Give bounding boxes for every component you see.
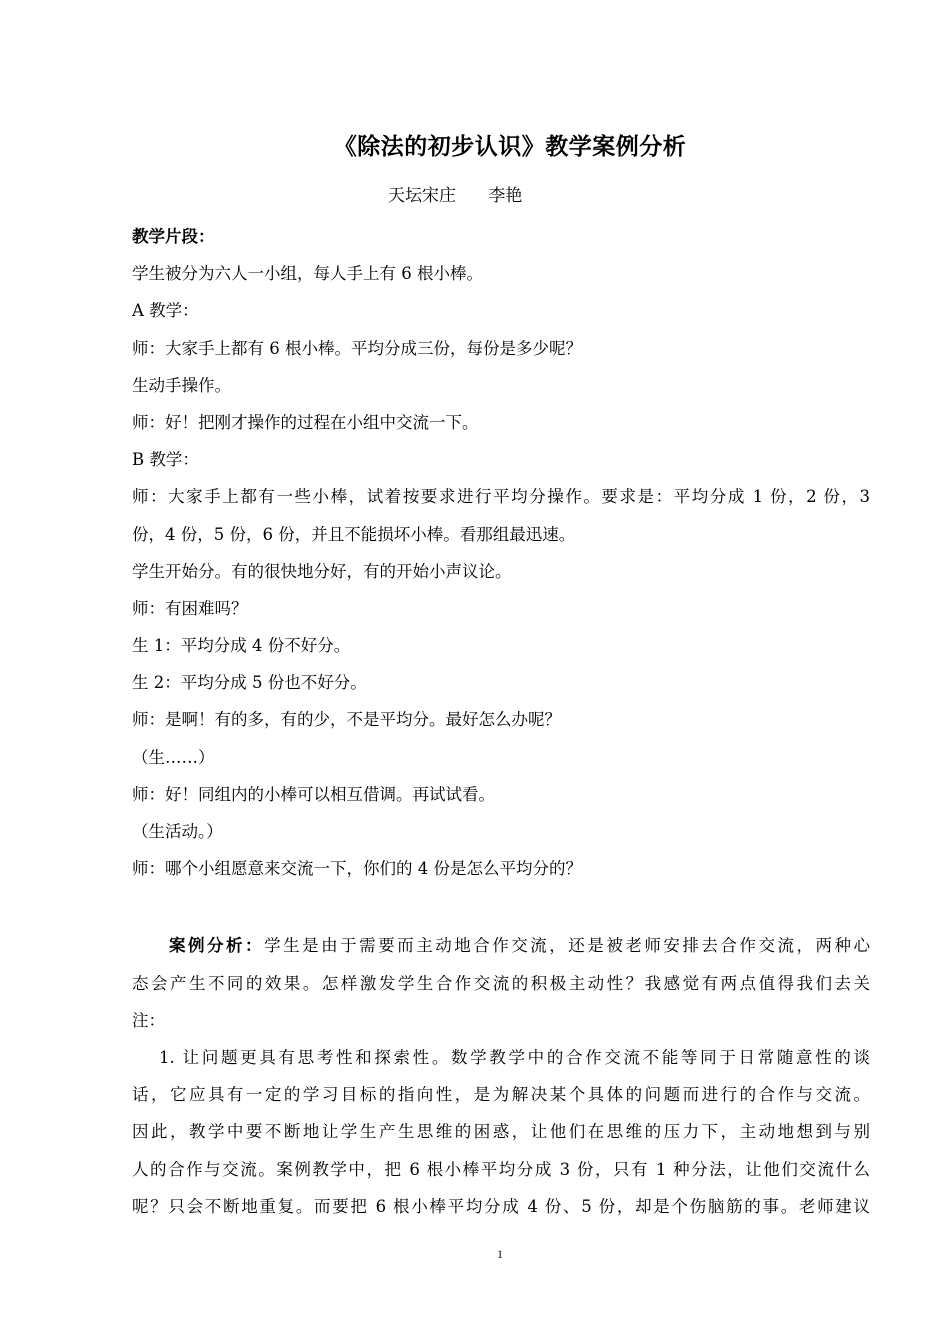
page-footer bbox=[0, 1247, 950, 1262]
point-line: 话，它应具有一定的学习目标的指向性，是为解决某个具体的问题而进行的合作与交流。 bbox=[132, 1085, 870, 1105]
text-line: 师：好！同组内的小棒可以相互借调。再试试看。 bbox=[132, 784, 495, 804]
text-line: A 教学： bbox=[132, 301, 199, 321]
analysis-text: 学生是由于需要而主动地合作交流，还是被老师安排去合作交流，两种心 bbox=[264, 936, 871, 956]
text-line: 生 1：平均分成 4 份不好分。 bbox=[132, 636, 351, 656]
text-line: 师：大家手上都有一些小棒，试着按要求进行平均分操作。要求是：平均分成 1 份，2 份，3 bbox=[132, 487, 870, 507]
text-line: 师：是啊！有的多，有的少，不是平均分。最好怎么办呢？ bbox=[132, 710, 561, 730]
text-line: 师：大家手上都有 6 根小棒。平均分成三份，每份是多少呢？ bbox=[132, 338, 582, 358]
page-number: 1 bbox=[497, 1247, 503, 1261]
text-line: （生……） bbox=[132, 747, 215, 767]
document-body bbox=[132, 218, 870, 1225]
text-line: 份，4 份，5 份，6 份，并且不能损坏小棒。看那组最迅速。 bbox=[132, 524, 576, 544]
point-line: 1. 让问题更具有思考性和探索性。数学教学中的合作交流不能等同于日常随意性的谈 bbox=[159, 1047, 870, 1067]
text-line: 生动手操作。 bbox=[132, 375, 231, 395]
point-line: 人的合作与交流。案例教学中，把 6 根小棒平均分成 3 份，只有 1 种分法，让他们交流什么 bbox=[132, 1159, 870, 1179]
text-line: 师：有困难吗？ bbox=[132, 598, 248, 618]
text-line: 师：好！把刚才操作的过程在小组中交流一下。 bbox=[132, 412, 479, 432]
text-line: B 教学： bbox=[132, 450, 199, 470]
text-line: （生活动。） bbox=[132, 822, 223, 841]
analysis-label: 案例分析： bbox=[169, 936, 265, 956]
author-byline: 天坛宋庄 李艳 bbox=[388, 186, 523, 206]
section-heading: 教学片段： bbox=[132, 227, 215, 246]
text-line: 生 2：平均分成 5 份也不好分。 bbox=[132, 673, 367, 693]
analysis-line: 注： bbox=[132, 1010, 165, 1030]
document-title: 《除法的初步认识》教学案例分析 bbox=[333, 133, 687, 160]
analysis-line: 态会产生不同的效果。怎样激发学生合作交流的积极主动性？我感觉有两点值得我们去关 bbox=[132, 973, 870, 993]
analysis-first-line bbox=[132, 927, 870, 964]
point-line: 呢？只会不断地重复。而要把 6 根小棒平均分成 4 份、5 份，却是个伤脑筋的事。老师建议 bbox=[132, 1196, 870, 1216]
paragraph-gap bbox=[132, 887, 870, 927]
text-line: 师：哪个小组愿意来交流一下，你们的 4 份是怎么平均分的？ bbox=[132, 859, 582, 879]
analysis-section bbox=[132, 927, 870, 1225]
text-line: 学生开始分。有的很快地分好，有的开始小声议论。 bbox=[132, 561, 512, 581]
point-line: 因此，教学中要不断地让学生产生思维的困惑，让他们在思维的压力下，主动地想到与别 bbox=[132, 1122, 870, 1142]
text-line: 学生被分为六人一小组，每人手上有 6 根小棒。 bbox=[132, 264, 483, 284]
